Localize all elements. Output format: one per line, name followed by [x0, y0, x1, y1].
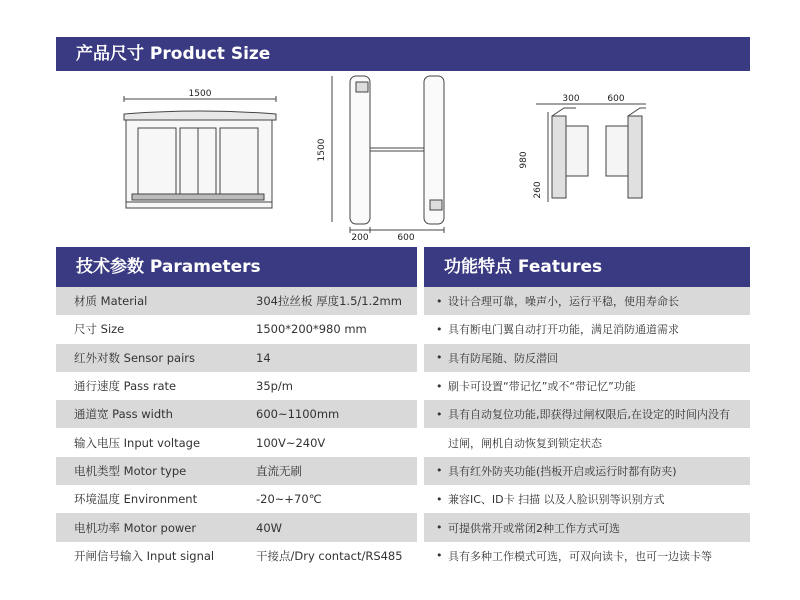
bullet-icon: •	[436, 521, 443, 535]
parameter-key: 电机类型 Motor type	[74, 463, 187, 478]
parameter-key: 红外对数 Sensor pairs	[74, 350, 195, 365]
top-right-dim: 600	[607, 94, 625, 104]
side-view-drawing	[332, 76, 444, 233]
feature-text: 具有断电门翼自动打开功能，满足消防通道需求	[448, 323, 679, 337]
parameter-row	[56, 513, 417, 541]
parameter-value: 干接点/Dry contact/RS485	[256, 548, 403, 563]
feature-text: 具有红外防夹功能(挡板开启或运行时都有防夹)	[448, 464, 677, 478]
parameter-value: 40W	[256, 520, 283, 535]
feature-item	[424, 542, 750, 570]
parameter-row	[56, 428, 417, 456]
top-left-dim: 300	[562, 94, 580, 104]
feature-item	[424, 400, 750, 428]
parameter-row	[56, 542, 417, 570]
front-width-dim: 1500	[188, 89, 212, 99]
feature-text: 设计合理可靠，噪声小，运行平稳，使用寿命长	[448, 295, 679, 309]
parameter-row	[56, 372, 417, 400]
features-banner: 功能特点 Features	[424, 247, 750, 287]
feature-text: 具有多种工作模式可选，可双向读卡，也可一边读卡等	[448, 549, 712, 563]
parameter-key: 通道宽 Pass width	[74, 407, 173, 422]
parameter-key: 输入电压 Input voltage	[74, 435, 201, 450]
bullet-icon: •	[436, 322, 443, 336]
front-view-drawing	[124, 96, 276, 208]
parameter-key: 材质 Material	[74, 294, 148, 309]
feature-text: 刷卡可设置“带记忆”或不“带记忆”功能	[448, 380, 636, 394]
dimension-drawings	[56, 72, 750, 247]
parameter-key: 尺寸 Size	[74, 322, 125, 337]
parameter-value: 直流无刷	[256, 463, 302, 478]
feature-item	[424, 372, 750, 400]
feature-text: 具有自动复位功能,即获得过闸权限后,在设定的时间内没有	[448, 408, 730, 422]
parameters-banner: 技术参数 Parameters	[56, 247, 417, 287]
side-base-dim: 200	[351, 233, 369, 243]
product-size-banner: 产品尺寸 Product Size	[56, 37, 750, 71]
feature-item	[424, 287, 750, 315]
top-height-dim: 980	[519, 151, 529, 169]
parameter-key: 通行速度 Pass rate	[74, 379, 177, 394]
feature-item	[424, 513, 750, 541]
parameter-row	[56, 287, 417, 315]
parameters-table	[56, 287, 417, 570]
parameter-row	[56, 315, 417, 343]
feature-item	[424, 315, 750, 343]
feature-item	[424, 485, 750, 513]
top-view-drawing	[536, 104, 646, 202]
feature-item	[424, 344, 750, 372]
top-low-dim: 260	[533, 181, 543, 199]
feature-text: 具有防尾随、防反潜回	[448, 351, 558, 365]
parameter-row	[56, 485, 417, 513]
parameter-value: 35p/m	[256, 379, 294, 394]
parameter-key: 环境温度 Environment	[74, 492, 198, 507]
parameter-value: 600~1100mm	[256, 407, 340, 422]
bullet-icon: •	[436, 549, 443, 563]
parameter-key: 电机功率 Motor power	[74, 520, 197, 535]
side-depth-dim: 600	[397, 233, 415, 243]
parameter-value: 1500*200*980 mm	[256, 322, 367, 337]
bullet-icon: •	[436, 351, 443, 365]
feature-item	[424, 457, 750, 485]
bullet-icon: •	[436, 407, 443, 421]
features-list	[424, 287, 750, 570]
feature-item-continued	[424, 428, 750, 456]
product-drawings	[56, 72, 750, 247]
bullet-icon: •	[436, 492, 443, 506]
parameter-value: 14	[256, 350, 271, 365]
parameter-key: 开闸信号输入 Input signal	[74, 548, 215, 563]
parameter-value: 100V~240V	[256, 435, 326, 450]
parameter-row	[56, 457, 417, 485]
feature-text: 过闸，闸机自动恢复到锁定状态	[448, 436, 602, 450]
parameter-row	[56, 400, 417, 428]
feature-text: 可提供常开或常闭2种工作方式可选	[448, 521, 620, 535]
parameter-value: 304拉丝板 厚度1.5/1.2mm	[256, 294, 402, 309]
parameter-row	[56, 344, 417, 372]
side-height-dim: 1500	[317, 138, 327, 162]
feature-text: 兼容IC、ID卡 扫描 以及人脸识别等识别方式	[448, 493, 665, 507]
bullet-icon: •	[436, 379, 443, 393]
bullet-icon: •	[436, 294, 443, 308]
bullet-icon: •	[436, 464, 443, 478]
parameter-value: -20~+70℃	[256, 492, 322, 507]
